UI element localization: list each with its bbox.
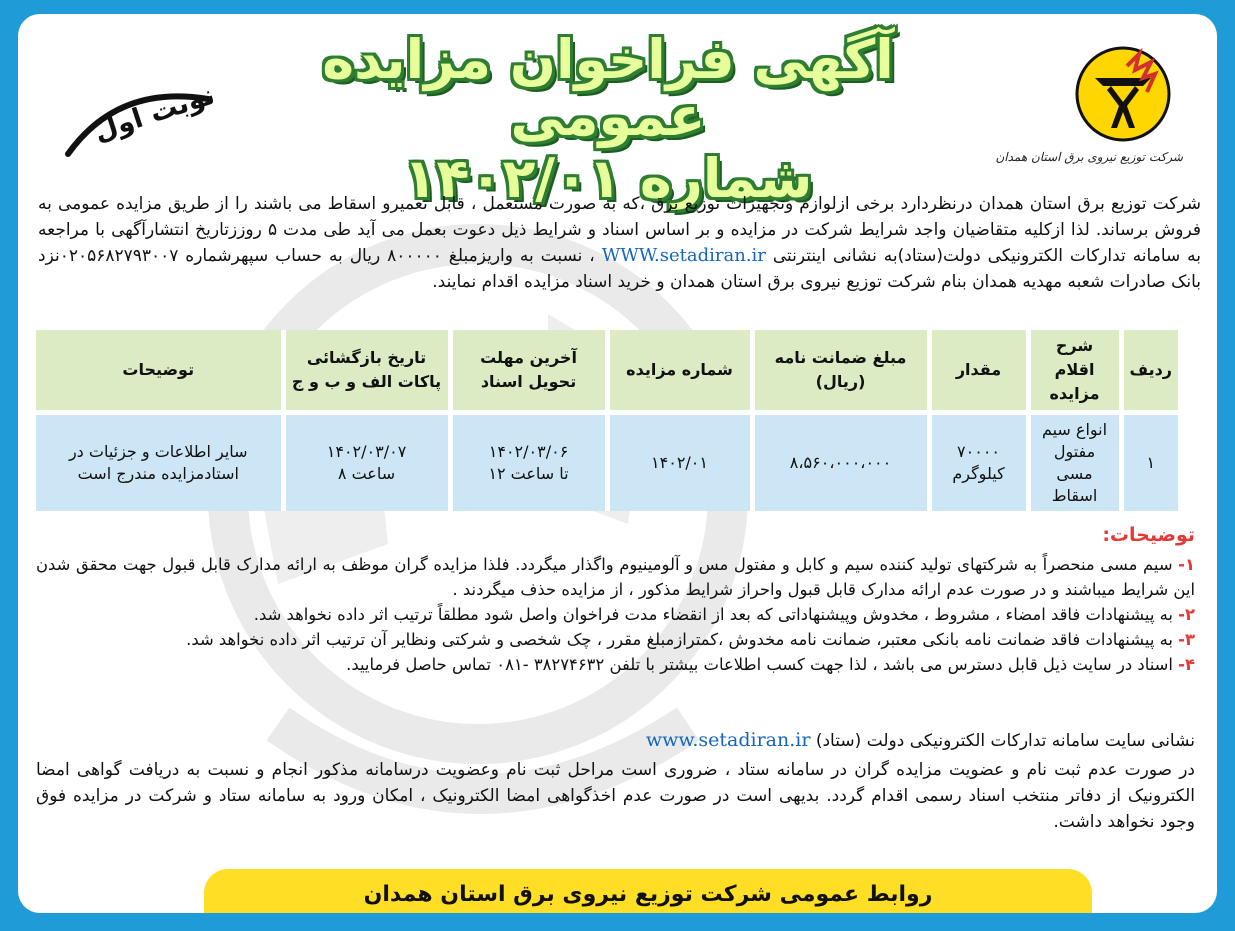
- header-notes: توضیحات: [36, 330, 281, 410]
- cell-deadline: [448, 410, 605, 511]
- note-item: [36, 602, 1195, 627]
- setad-url-link[interactable]: www.setadiran.ir: [645, 729, 811, 751]
- table-header-row: [36, 330, 1178, 410]
- opening-date: ۱۴۰۲/۰۳/۰۷: [326, 442, 407, 461]
- table-row: [36, 410, 1178, 511]
- header-quantity: مقدار: [927, 330, 1026, 410]
- note-number: ۲-: [1178, 605, 1195, 624]
- closing-paragraph: در صورت عدم ثبت نام و عضویت مزایده گران در سامانه ستاد ، ضروری است مراحل ثبت نام وعضویت درسامانه مذکور انجام و نسبت به دریافت گواهی امضا الکترونیک از دفاتر منتخب اسناد رسمی اقدام گردد. بدیهی است در صورت عدم اخذگواهی امضا الکترونیک ، امکان ورود به سامانه ستاد و شرکت در مزایده فوق وجود نخواهد داشت.: [36, 760, 1195, 832]
- opening-time: ساعت ۸: [337, 464, 396, 483]
- note-text: به پیشنهادات فاقد امضاء ، مشروط ، مخدوش وپیشنهاداتی که بعد از انقضاء مدت فراخوان واصل شود مطلقاً ترتیب اثر داده نخواهد شد.: [253, 605, 1173, 624]
- header-guarantee: مبلغ ضمانت نامه (ریال): [750, 330, 927, 410]
- company-logo: [995, 44, 1183, 164]
- header-row-number: ردیف: [1119, 330, 1178, 410]
- announcement-sheet: [18, 14, 1217, 913]
- cell-row-number: ۱: [1119, 410, 1178, 511]
- cell-opening: [281, 410, 448, 511]
- note-item: [36, 627, 1195, 652]
- page-title: آگهی فراخوان مزایده عمومی: [322, 28, 894, 148]
- cell-auction-number: ۱۴۰۲/۰۱: [605, 410, 750, 511]
- url-label: نشانی سایت سامانه تدارکات الکترونیکی دولت (ستاد): [815, 731, 1195, 751]
- footer-text: روابط عمومی شرکت توزیع نیروی برق استان همدان: [363, 882, 933, 907]
- cell-notes: سایر اطلاعات و جزئیات در استادمزایده مندرج است: [36, 410, 281, 511]
- logo-caption: شرکت توزیع نیروی برق استان همدان: [995, 150, 1183, 164]
- cell-item: انواع سیم مفتول مسی اسقاط: [1026, 410, 1119, 511]
- note-number: ۴-: [1178, 655, 1195, 674]
- header-opening: تاریخ بازگشائی پاکات الف و ب و ج: [281, 330, 448, 410]
- turn-label: نوبت اول: [90, 79, 219, 148]
- deadline-date: ۱۴۰۲/۰۳/۰۶: [488, 442, 569, 461]
- auction-table: [36, 330, 1178, 511]
- turn-badge: [48, 54, 218, 154]
- note-number: ۳-: [1178, 630, 1195, 649]
- header-item: شرح اقلام مزایده: [1026, 330, 1119, 410]
- header: [18, 14, 1217, 211]
- note-item: [36, 652, 1195, 677]
- deadline-time: تا ساعت ۱۲: [488, 464, 569, 483]
- lightning-logo-icon: [1073, 44, 1173, 144]
- note-number: ۱-: [1178, 555, 1195, 574]
- intro-text-part1: شرکت توزیع برق استان همدان درنظردارد برخی ازلوازم وتجهیزات توزیع برق ،که به صورت مستعمل ، قابل تعمیرو اسقاط می باشند را از طریق مزایده عمومی به فروش برساند. لذا ازکلیه متقاضیان واجد شرایط شرکت در مزایده و بر اساس اسناد و شرایط ذیل دعوت بعمل می آید طی مدت ۵ روززتاریخ انتشارآگهی با مراجعه به سامانه تدارکات الکترونیکی دولت(ستاد)به نشانی اینترنتی: [38, 194, 1202, 266]
- note-text: سیم مسی منحصراً به شرکتهای تولید کننده سیم و کابل و مفتول مس و آلومینیوم واگذار میگردد. فلذا مزایده گران موظف به ارائه مدارک قابل قبول جهت محقق شدن این شرایط میباشند و در صورت عدم ارائه مدارک قابل قبول واحراز شرایط مذکور ، از مزایده حذف میگردند .: [36, 555, 1195, 599]
- intro-text-part2: ، نسبت به واریزمبلغ ۸۰۰۰۰۰ ریال به حساب سپهرشماره ۰۲۰۵۶۸۲۷۹۳۰۰۷نزد بانک صادرات شعبه مهدیه همدان بنام شرکت توزیع نیروی برق استان همدان و خرید اسناد مزایده اقدام نمایند.: [38, 246, 1201, 292]
- note-text: اسناد در سایت ذیل قابل دسترس می باشد ، لذا جهت کسب اطلاعات بیشتر با تلفن ۳۸۲۷۴۶۳۲ -۰۸۱ تماس حاصل فرمایید.: [346, 655, 1173, 674]
- cell-guarantee: ۸،۵۶۰،۰۰۰،۰۰۰: [750, 410, 927, 511]
- tender-number-title: شماره ۱۴۰۲/۰۱: [403, 147, 813, 211]
- footer-banner: [204, 869, 1092, 913]
- header-deadline: آخرین مهلت تحویل اسناد: [448, 330, 605, 410]
- header-auction-number: شماره مزایده: [605, 330, 750, 410]
- title-block: [248, 28, 968, 211]
- notes-title: توضیحات:: [1102, 524, 1195, 546]
- note-item: [36, 552, 1195, 602]
- intro-paragraph: [38, 192, 1201, 295]
- notes-list: [36, 552, 1195, 677]
- note-text: به پیشنهادات فاقد ضمانت نامه بانکی معتبر، ضمانت نامه مخدوش ،کمترازمبلغ مقرر ، چک شخصی و شرکتی ونظایر آن ترتیب اثر داده نخواهد شد.: [186, 630, 1173, 649]
- url-line: [646, 729, 1195, 751]
- setad-link[interactable]: WWW.setadiran.ir: [601, 245, 766, 266]
- cell-quantity: ۷۰۰۰۰ کیلوگرم: [927, 410, 1026, 511]
